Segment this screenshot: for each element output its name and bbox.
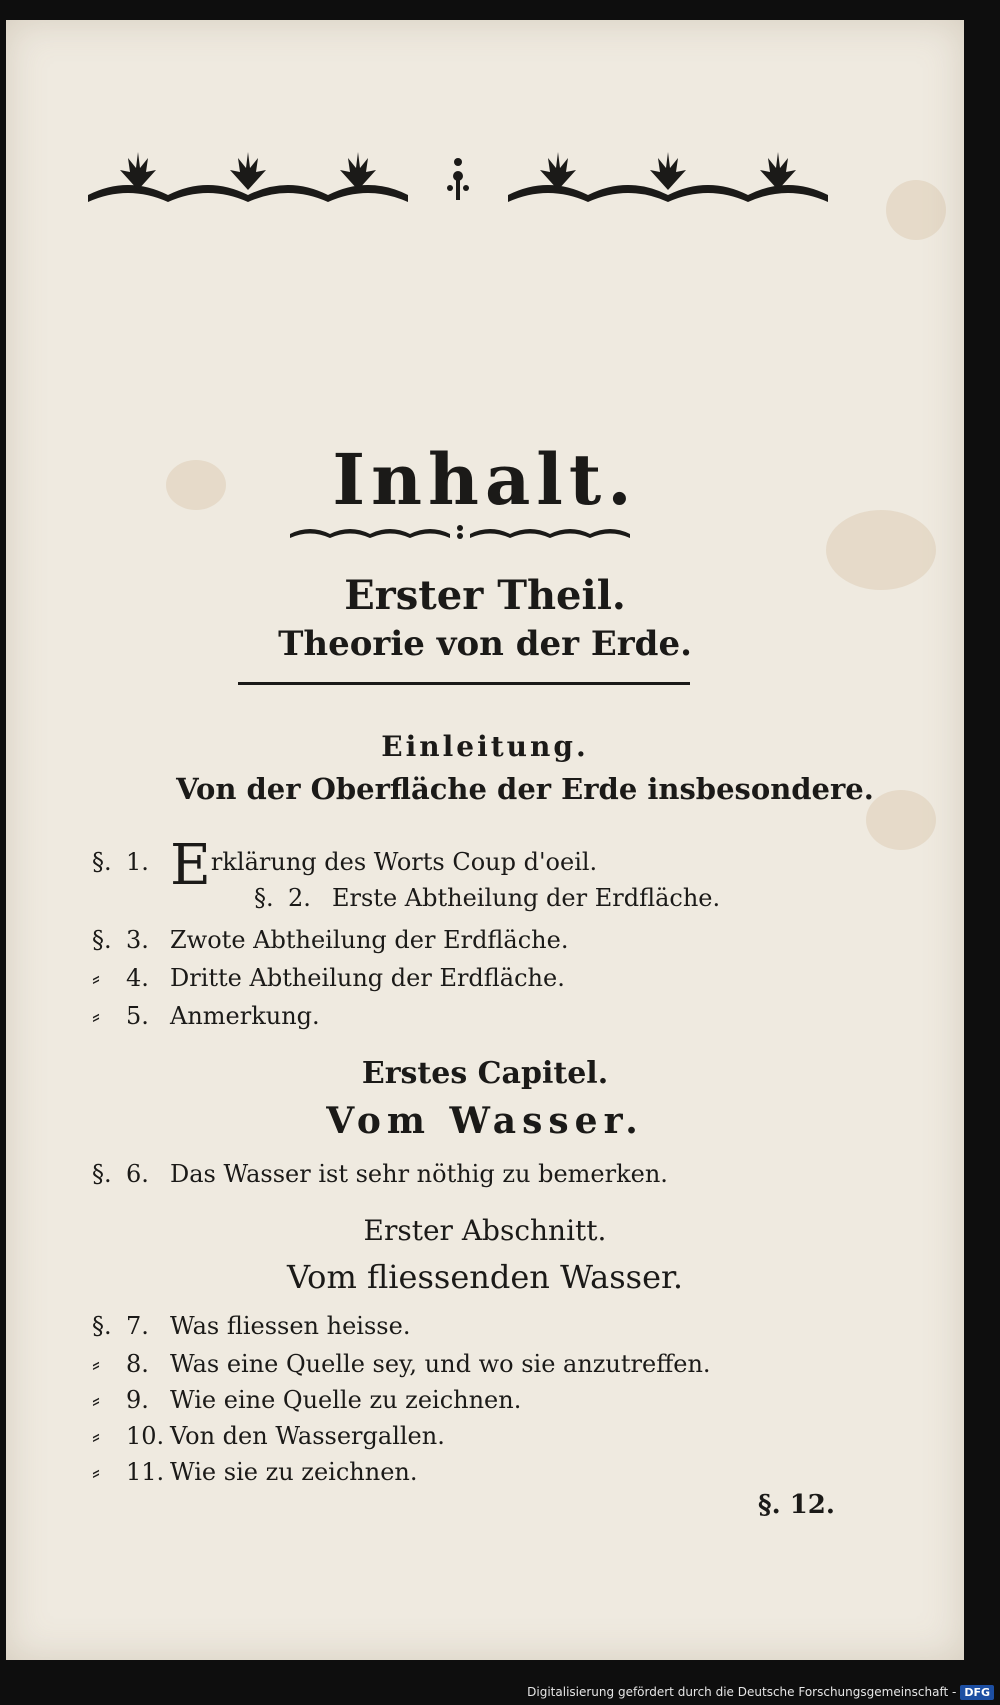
toc-entry: [92, 1458, 417, 1487]
entry-text: Wie eine Quelle zu zeichnen.: [170, 1386, 522, 1414]
entry-number: 7.: [126, 1312, 149, 1340]
entry-number: 11.: [126, 1458, 165, 1486]
section-marker: §.: [92, 926, 112, 954]
entry-text: Anmerkung.: [170, 1002, 320, 1030]
catchword: §. 12.: [758, 1490, 835, 1520]
floral-vignette-icon: [88, 140, 828, 220]
section-marker: ⸗: [92, 1422, 100, 1450]
section-heading: Erster Abschnitt.: [363, 1214, 607, 1247]
chapter-heading: Erstes Capitel.: [361, 1056, 609, 1091]
entry-text: Was fliessen heisse.: [170, 1312, 411, 1340]
divider-rule: [238, 682, 690, 685]
entry-text: Erste Abtheilung der Erdfläche.: [332, 884, 721, 912]
entry-number: 10.: [126, 1422, 165, 1450]
entry-text: Dritte Abtheilung der Erdfläche.: [170, 964, 565, 992]
credit-text: Digitalisierung gefördert durch die Deutsche Forschungsgemeinschaft -: [527, 1685, 957, 1699]
entry-number: 2.: [288, 884, 311, 912]
entry-text: Wie sie zu zeichnen.: [170, 1458, 418, 1486]
entry-text: Das Wasser ist sehr nöthig zu bemerken.: [170, 1160, 668, 1188]
section-marker: §.: [92, 1160, 112, 1188]
page-title: Inhalt.: [332, 438, 638, 521]
entry-number: 1.: [126, 848, 149, 876]
small-vignette-icon: [290, 520, 630, 544]
entry-number: 3.: [126, 926, 149, 954]
section-subtitle: Vom fliessenden Wasser.: [287, 1258, 683, 1296]
toc-entry: [254, 884, 720, 912]
toc-entry: [92, 1350, 711, 1379]
digitization-credit: [527, 1683, 994, 1701]
dfg-logo: DFG: [960, 1685, 994, 1700]
entry-number: 5.: [126, 1002, 149, 1030]
paper-stain: [886, 180, 946, 240]
section-marker: ⸗: [92, 964, 100, 992]
introduction-subtitle: Von der Oberfläche der Erde insbesondere.: [176, 772, 874, 806]
toc-entry: [92, 1160, 668, 1188]
introduction-heading: Einleitung.: [381, 730, 589, 763]
section-marker: §.: [92, 848, 112, 876]
book-page: [6, 20, 964, 1660]
toc-entry: [92, 964, 565, 993]
toc-entry: [92, 926, 568, 954]
section-marker: §.: [254, 884, 274, 912]
section-marker: §.: [92, 1312, 112, 1340]
section-marker: ⸗: [92, 1002, 100, 1030]
toc-entry: [92, 1312, 410, 1340]
entry-text: Zwote Abtheilung der Erdfläche.: [170, 926, 569, 954]
entry-number: 4.: [126, 964, 149, 992]
toc-entry: [92, 1002, 320, 1031]
chapter-subtitle: Vom Wasser.: [326, 1100, 644, 1142]
toc-entry: [92, 1422, 445, 1451]
section-marker: ⸗: [92, 1386, 100, 1414]
entry-number: 8.: [126, 1350, 149, 1378]
drop-cap: E: [170, 833, 211, 898]
part-heading: Erster Theil.: [344, 572, 626, 619]
entry-number: 9.: [126, 1386, 149, 1414]
section-marker: ⸗: [92, 1458, 100, 1486]
section-marker: ⸗: [92, 1350, 100, 1378]
part-subtitle: Theorie von der Erde.: [278, 624, 692, 664]
entry-text: rklärung des Worts Coup d'oeil.: [210, 848, 598, 876]
entry-text: Von den Wassergallen.: [170, 1422, 445, 1450]
toc-entry: [92, 1386, 521, 1415]
entry-text: Was eine Quelle sey, und wo sie anzutreffen.: [170, 1350, 711, 1378]
toc-entry: [92, 833, 598, 898]
entry-number: 6.: [126, 1160, 149, 1188]
